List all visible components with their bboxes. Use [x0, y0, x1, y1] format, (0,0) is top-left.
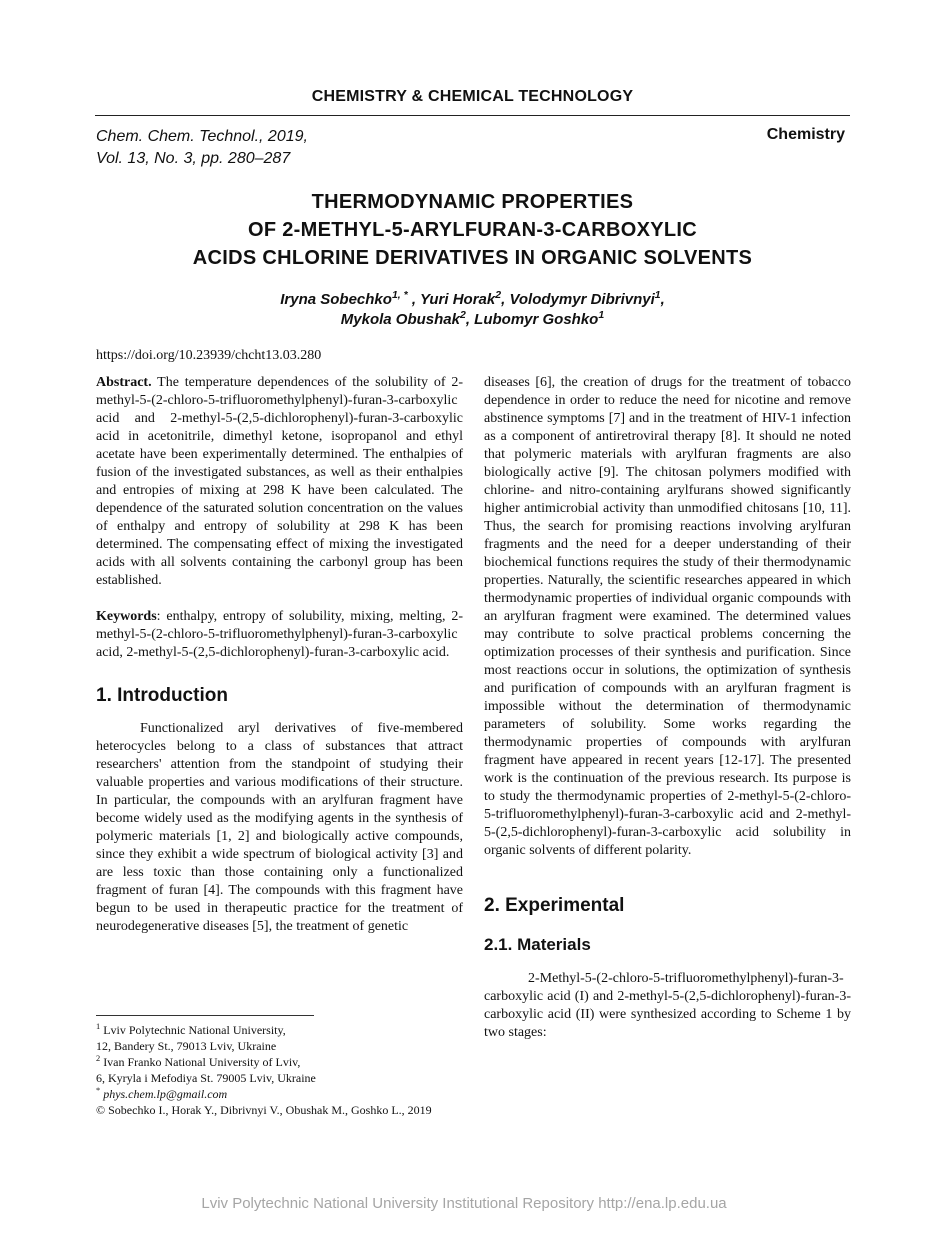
title-line-2: OF 2-METHYL-5-ARYLFURAN-3-CARBOXYLIC	[248, 219, 697, 241]
footnote-2-line-1: $^2$ Ivan Franko National University of Lviv,	[96, 1054, 301, 1069]
materials-subheading: 2.1. Materials	[484, 935, 591, 954]
introduction-paragraph-right: diseases [6], the creation of drugs for the treatment of tobacco dependence in order to reduce the need for nicotine and remove abstinence symptoms [7] and in the treatment of HIV-1 infection as a component of antiretroviral therapy [8]. It should ne noted that polymeric materials with arylfuran fragments are also biologically active [9]. The chitosan polymers modified with chlorine- and nitro-containing arylfurans showed significantly higher antimicrobial activity than unmodified chitosans [10, 11]. Thus, the search for promising reactions involving arylfuran fragments and the need for a deeper understanding of their biochemical functions requires the study of their thermodynamic properties. Naturally, the scientific researches appeared in which thermodynamic properties of individual organic compounds with an arylfuran fragment were examined. The determined values may contribute to solve practical problems concerning the optimization processes of their synthesis and purification. Since most reactions occur in solutions, the optimization of synthesis and purification of compounds with an arylfuran fragment is impossible without the determination of thermodynamic parameters of solubility. Some works regarding the thermodynamic properties of compounds with arylfuran fragment have appeared in recent years [12-17]. The presented work is the continuation of the previous research. Its purpose is to study the thermodynamic properties of 2-methyl-5-(2-chloro-5-trifluoromethylphenyl)-furan-3-carboxylic acid and 2-methyl-5-(2,5-dichlorophenyl)-furan-3-carboxylic acid solubility in organic solvents of different polarity.	[484, 375, 851, 858]
author-affiliation: 2	[495, 289, 502, 301]
title-line-1: THERMODYNAMIC PROPERTIES	[311, 191, 634, 213]
introduction-heading: 1. Introduction	[96, 685, 228, 706]
author-separator: ,	[407, 291, 420, 308]
author-name: Mykola Obushak	[340, 311, 460, 328]
abstract	[96, 374, 463, 590]
article-title	[95, 188, 850, 272]
author-name: Yuri Horak	[419, 291, 496, 308]
footnote-rule	[96, 1015, 314, 1016]
author-affiliation: 1	[598, 309, 605, 321]
abstract-text: The temperature dependences of the solubility of 2-methyl-5-(2-chloro-5-trifluoromethylphenyl)-furan-3-carboxylic acid and 2-methyl-5-(2,5-dichlorophenyl)-furan-3-carboxylic acid in acetonitrile, dimethyl ketone, isopropanol and ethyl acetate have been experimentally determined. The enthalpies of fusion of the investigated substances, as well as their enthalpies and entropies of mixing at 298 K have been calculated. The dependence of the saturated solution concentration on the values of enthalpy and entropy of solubility at 298 K has been determined. The compensating effect of mixing the investigated acids with all solvents containing the carbonyl group has been established.	[96, 375, 463, 588]
footnote-1-line-1: $^1$ Lviv Polytechnic National University,	[96, 1022, 286, 1037]
introduction-paragraph-left: Functionalized aryl derivatives of five-membered heterocycles belong to a class of substances that attract researchers' attention from the standpoint of studying their valuable properties and various modifications of their structure. In particular, the compounds with an arylfuran fragment have become widely used as the modifying agents in the synthesis of polymeric materials [1, 2] and biologically active compounds, since they exhibit a wide spectrum of biological activity [3] and are less toxic than those containing only a functionalized fragment of furan [4]. The compounds with this fragment have begun to be used in therapeutic practice for the treatment of neurodegenerative diseases [5], the treatment of genetic	[96, 721, 463, 934]
experimental-heading: 2. Experimental	[484, 895, 625, 916]
author-name: Volodymyr Dibrivnyi	[509, 291, 655, 308]
author-name: Iryna Sobechko	[280, 291, 392, 308]
citation-line-1: Chem. Chem. Technol., 2019,	[96, 128, 308, 145]
citation-line-2: Vol. 13, No. 3, pp. 280–287	[96, 150, 291, 167]
header-rule	[95, 115, 850, 116]
author-affiliation: 1	[654, 289, 661, 301]
author-list	[95, 290, 850, 330]
author-separator: ,	[501, 291, 510, 308]
keywords-label: Keywords	[96, 609, 157, 624]
author-separator: ,	[660, 291, 665, 308]
footnote-1-line-2: 12, Bandery St., 79013 Lviv, Ukraine	[96, 1039, 277, 1053]
footnotes	[96, 1022, 466, 1118]
author-name: Lubomyr Goshko	[474, 311, 599, 328]
right-column	[484, 374, 851, 1042]
left-column	[96, 374, 463, 936]
footnote-2-line-2: 6, Kyryla i Mefodiya St. 79005 Lviv, Ukraine	[96, 1071, 316, 1085]
doi-link[interactable]: https://doi.org/10.23939/chcht13.03.280	[96, 348, 322, 363]
footnote-mark: 1	[96, 1022, 101, 1031]
footnote-mark: 2	[96, 1054, 101, 1063]
repository-footer: Lviv Polytechnic National University Institutional Repository http://ena.lp.edu.ua	[201, 1195, 727, 1212]
keywords-text: : enthalpy, entropy of solubility, mixing, melting, 2-methyl-5-(2-chloro-5-trifluoromethylphenyl)-furan-3-carboxylic acid, 2-methyl-5-(2,5-dichlorophenyl)-furan-3-carboxylic acid.	[96, 609, 463, 660]
section-tag: Chemistry	[766, 126, 845, 143]
title-line-3: ACIDS CHLORINE DERIVATIVES IN ORGANIC SOLVENTS	[192, 247, 753, 269]
author-separator: ,	[465, 311, 475, 328]
footnote-email	[96, 1086, 466, 1102]
author-affiliation: 2	[459, 309, 466, 321]
keywords	[96, 608, 463, 662]
footnote-mark: *	[96, 1086, 101, 1095]
abstract-label: Abstract.	[96, 375, 152, 390]
journal-header: CHEMISTRY & CHEMICAL TECHNOLOGY	[311, 88, 634, 105]
email-link[interactable]: phys.chem.lp@gmail.com	[100, 1087, 228, 1101]
copyright: © Sobechko I., Horak Y., Dibrivnyi V., Obushak M., Goshko L., 2019	[96, 1103, 432, 1117]
citation	[96, 126, 308, 170]
author-affiliation: 1, *	[391, 289, 408, 301]
materials-paragraph: 2-Methyl-5-(2-chloro-5-trifluoromethylphenyl)-furan-3-carboxylic acid (I) and 2-methyl-5-(2,5-dichlorophenyl)-furan-3-carboxylic acid (II) were synthesized according to Scheme 1 by two stages:	[484, 971, 851, 1040]
authors-line-1	[95, 290, 850, 310]
authors-line-2	[95, 310, 850, 330]
